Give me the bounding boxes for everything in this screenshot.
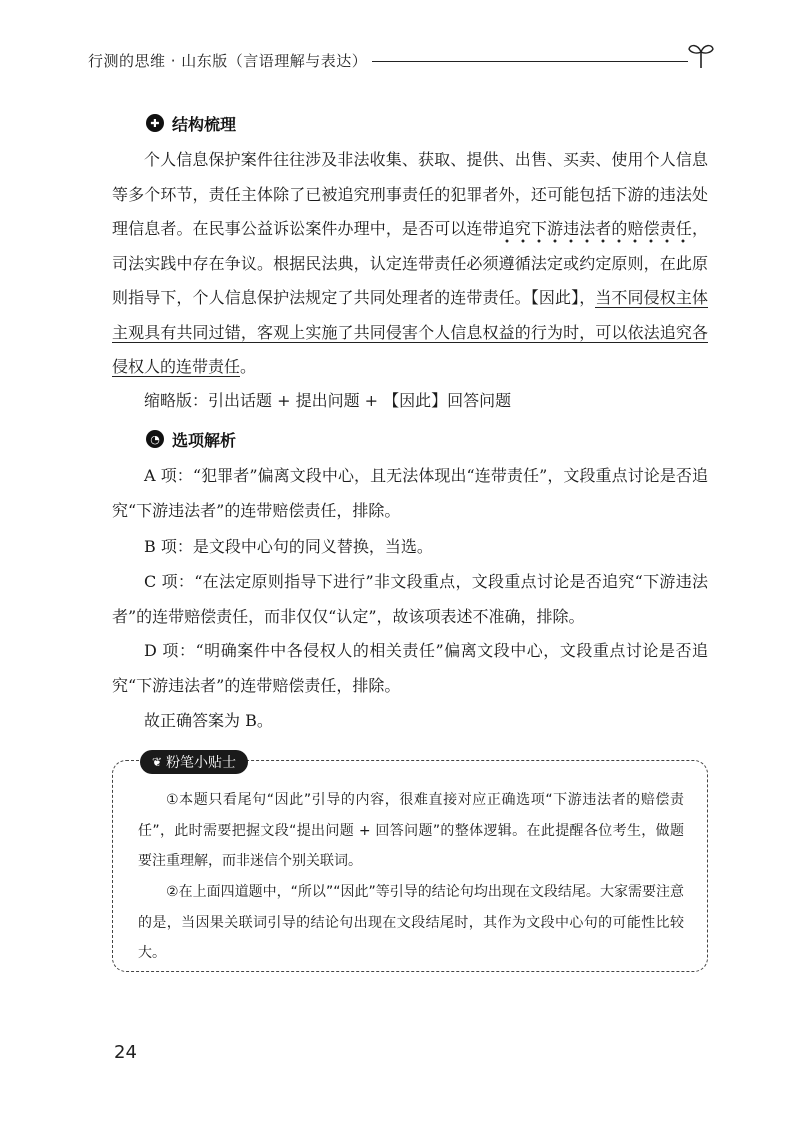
- header-title: 行测的思维 · 山东版（言语理解与表达）: [88, 52, 368, 70]
- passage-text-2: ，司法实践中存在争议。根据民法典，认定连带责任必须遵循法定或约定原则，在此原则指导下，个人信息保护法规定了共同处理者的连带责任。【因此】，: [112, 219, 708, 307]
- options-badge-icon: ◔: [146, 430, 164, 448]
- section-structure-heading: [146, 110, 236, 136]
- structure-badge-icon: ✚: [146, 114, 164, 132]
- option-c-analysis: C 项：“在法定原则指导下进行”非文段重点，文段重点讨论是否追究“下游违法者”的连带赔偿责任，而非仅仅“认定”，故该项表述不准确，排除。: [112, 572, 708, 626]
- tip-paragraph-1: ①本题只看尾句“因此”引导的内容，很难直接对应正确选项“下游违法者的赔偿责任”，此时需要把握文段“提出问题 + 回答问题”的整体逻辑。在此提醒各位考生，做题要注重理解，而非迷信个别关联词。: [138, 792, 684, 869]
- section-options-title: 选项解析: [172, 430, 237, 450]
- passage-paragraph: [112, 143, 708, 385]
- option-d-analysis: D 项：“明确案件中各侵权人的相关责任”偏离文段中心，文段重点讨论是否追究“下游违法者”的连带赔偿责任，排除。: [112, 641, 708, 695]
- header-rule: [372, 61, 688, 62]
- tips-label: [140, 750, 248, 774]
- passage-text-1: 个人信息保护案件往往涉及非法收集、获取、提供、出售、买卖、使用个人信息等多个环节，责任主体除了已被追究刑事责任的犯罪者外，还可能包括下游的违法处理信息者。在民事公益诉讼案件办理中，是否可以连带: [112, 150, 708, 238]
- tip-paragraph-2: ②在上面四道题中，“所以”“因此”等引导的结论句均出现在文段结尾。大家需要注意的是，当因果关联词引导的结论句出现在文段结尾时，其作为文段中心句的可能性比较大。: [138, 884, 684, 961]
- answer-line: 故正确答案为 B。: [144, 711, 273, 730]
- sprout-icon: ❦: [152, 755, 163, 769]
- running-header: [88, 44, 720, 80]
- sprout-icon: [686, 40, 716, 70]
- section-options-heading: [146, 426, 236, 452]
- passage-dotted-emphasis: 追究下游违法者的赔偿责任: [499, 219, 692, 244]
- passage-text-3: 。: [240, 357, 257, 376]
- passage-underlined-conclusion: 当不同侵权主体主观具有共同过错，客观上实施了共同侵害个人信息权益的行为时，可以依法追究各侵权人的连带责任: [112, 288, 708, 376]
- option-b-analysis: B 项：是文段中心句的同义替换，当选。: [144, 537, 433, 556]
- tips-label-text: 粉笔小贴士: [166, 755, 237, 771]
- section-structure-title: 结构梳理: [172, 114, 237, 134]
- option-a-analysis: A 项：“犯罪者”偏离文段中心，且无法体现出“连带责任”，文段重点讨论是否追究“下游违法者”的连带赔偿责任，排除。: [112, 466, 708, 520]
- page-number: 24: [114, 1042, 137, 1063]
- summary-line: 缩略版：引出话题 + 提出问题 + 【因此】回答问题: [144, 391, 512, 410]
